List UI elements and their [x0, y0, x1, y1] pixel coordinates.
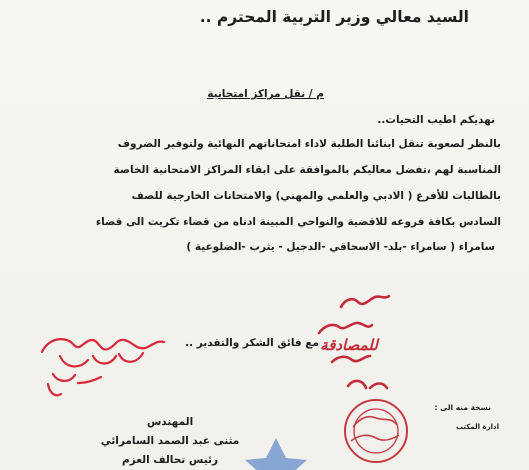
greeting-line: نهديكم اطيب التحيات.. — [377, 114, 495, 126]
body-line: بالطالبات للأفرع ( الادبي والعلمي والمهني) والامتحانات الخارجية للصف — [131, 190, 501, 202]
signatory-title: المهندس — [146, 416, 194, 428]
body-line: المناسبة لهم ،تفضل معاليكم بالموافقة على ابقاء المراكز الامتحانية الخاصة — [113, 164, 501, 176]
signatory-position: رئيس تحالف العزم — [121, 454, 219, 466]
blue-star-stamp — [245, 438, 307, 470]
subject-line: م / نقل مراكز امتحانية — [207, 88, 324, 100]
body-line: بالنظر لصعوبة تنقل ابنائنا الطلبة لاداء امتحاناتهم النهائية ولتوفير الضروف — [117, 138, 501, 150]
red-signature-scribble — [42, 339, 164, 395]
copy-to-label: نسخة منه الى : — [434, 403, 491, 412]
handwritten-approval-text: للمصادقة — [320, 336, 378, 354]
copy-to-item: ادارة المكتب — [455, 423, 499, 431]
closing-line: مع فائق الشكر والتقدير .. — [185, 337, 319, 349]
body-line: السادس بكافة فروعه للاقضية والنواحي المبينة ادناه من قضاء تكريت الى قضاء — [95, 216, 501, 228]
signatory-name: مثنى عبد الصمد السامرائي — [100, 435, 240, 447]
office-stamp — [345, 400, 407, 462]
addressee-line: السيد معالي وزير التربية المحترم .. — [199, 8, 469, 26]
body-line: سامراء ( سامراء -بلد- الاسحاقي -الدجيل - يثرب -الضلوعية ) — [186, 241, 495, 253]
